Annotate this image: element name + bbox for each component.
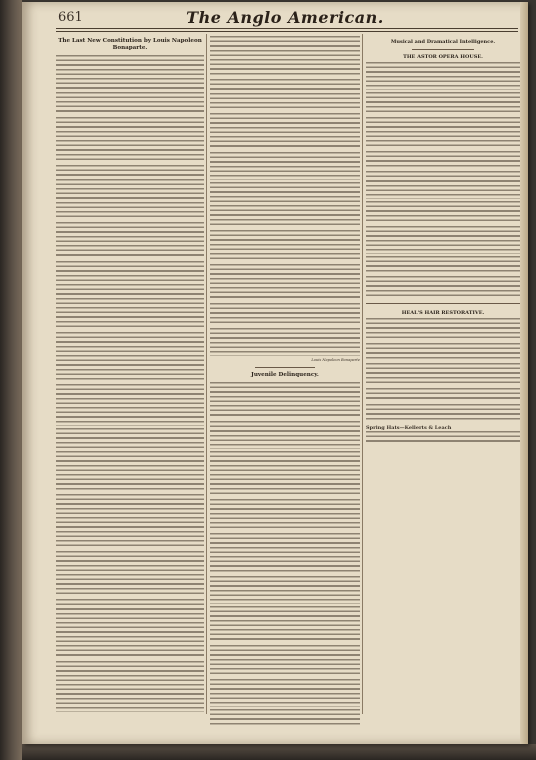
divider	[255, 367, 315, 368]
illegible-paragraph	[56, 222, 204, 259]
illegible-paragraph	[210, 79, 360, 111]
illegible-paragraph	[366, 201, 520, 224]
illegible-paragraph	[210, 451, 360, 497]
section-subheading: THE ASTOR OPERA HOUSE.	[403, 54, 483, 60]
illegible-paragraph	[210, 499, 360, 531]
illegible-paragraph	[56, 599, 204, 659]
illegible-paragraph	[210, 421, 360, 449]
illegible-paragraph	[366, 343, 520, 361]
book-binding	[0, 0, 22, 760]
header-rule-2	[56, 31, 518, 32]
illegible-paragraph	[210, 264, 360, 301]
article-heading: The Last New Constitution by Louis Napoleon Bonaparte.	[58, 38, 202, 51]
illegible-paragraph	[210, 182, 360, 228]
illegible-paragraph	[56, 117, 204, 163]
article-body-continued	[210, 36, 360, 356]
illegible-paragraph	[210, 606, 360, 643]
newspaper-page	[22, 2, 528, 744]
illegible-paragraph	[210, 576, 360, 604]
ad-heading: HEAL'S HAIR RESTORATIVE.	[401, 310, 485, 316]
illegible-paragraph	[210, 36, 360, 77]
column-3	[366, 36, 520, 726]
illegible-paragraph	[210, 303, 360, 326]
illegible-paragraph	[366, 388, 520, 402]
ad-body	[366, 318, 520, 422]
illegible-paragraph	[366, 62, 520, 90]
illegible-paragraph	[210, 230, 360, 262]
column-2	[210, 36, 360, 726]
illegible-paragraph	[366, 404, 520, 422]
column-divider	[362, 34, 363, 714]
illegible-paragraph	[210, 645, 360, 677]
article-body	[210, 382, 360, 726]
ad-body	[366, 431, 520, 445]
ad-heading-spring-hats: Spring Hats—Kellerts & Leach	[366, 425, 452, 431]
illegible-paragraph	[210, 533, 360, 574]
illegible-paragraph	[56, 428, 204, 492]
illegible-paragraph	[210, 679, 360, 707]
illegible-paragraph	[56, 165, 204, 220]
illegible-paragraph	[366, 226, 520, 254]
illegible-paragraph	[56, 261, 204, 330]
column-divider	[206, 34, 207, 714]
illegible-paragraph	[56, 384, 204, 426]
illegible-paragraph	[366, 276, 520, 299]
scanner-shadow	[22, 744, 536, 760]
illegible-paragraph	[56, 494, 204, 549]
illegible-paragraph	[210, 113, 360, 150]
masthead: The Anglo American.	[186, 8, 384, 27]
column-1	[56, 36, 204, 716]
article-body	[366, 62, 520, 299]
illegible-paragraph	[366, 363, 520, 386]
illegible-paragraph	[366, 318, 520, 341]
illegible-paragraph	[366, 171, 520, 199]
illegible-paragraph	[210, 152, 360, 180]
advertisement	[366, 303, 520, 422]
illegible-paragraph	[56, 551, 204, 597]
section-heading: Juvenile Delinquency.	[251, 371, 319, 378]
section-heading: Musical and Dramatical Intelligence.	[390, 39, 496, 45]
page-number: 661	[58, 10, 83, 25]
illegible-paragraph	[56, 661, 204, 712]
illegible-paragraph	[366, 117, 520, 149]
illegible-paragraph	[210, 709, 360, 726]
illegible-paragraph	[210, 328, 360, 356]
illegible-paragraph	[366, 431, 520, 445]
article-body	[56, 55, 204, 712]
illegible-paragraph	[56, 55, 204, 115]
illegible-paragraph	[366, 256, 520, 274]
illegible-paragraph	[210, 382, 360, 419]
page-edge	[520, 2, 528, 744]
illegible-paragraph	[56, 332, 204, 382]
article-signature: Louis Napoleon Bonaparte	[311, 358, 360, 362]
illegible-paragraph	[366, 92, 520, 115]
header-rule	[56, 28, 518, 29]
divider	[412, 49, 474, 50]
illegible-paragraph	[366, 151, 520, 169]
